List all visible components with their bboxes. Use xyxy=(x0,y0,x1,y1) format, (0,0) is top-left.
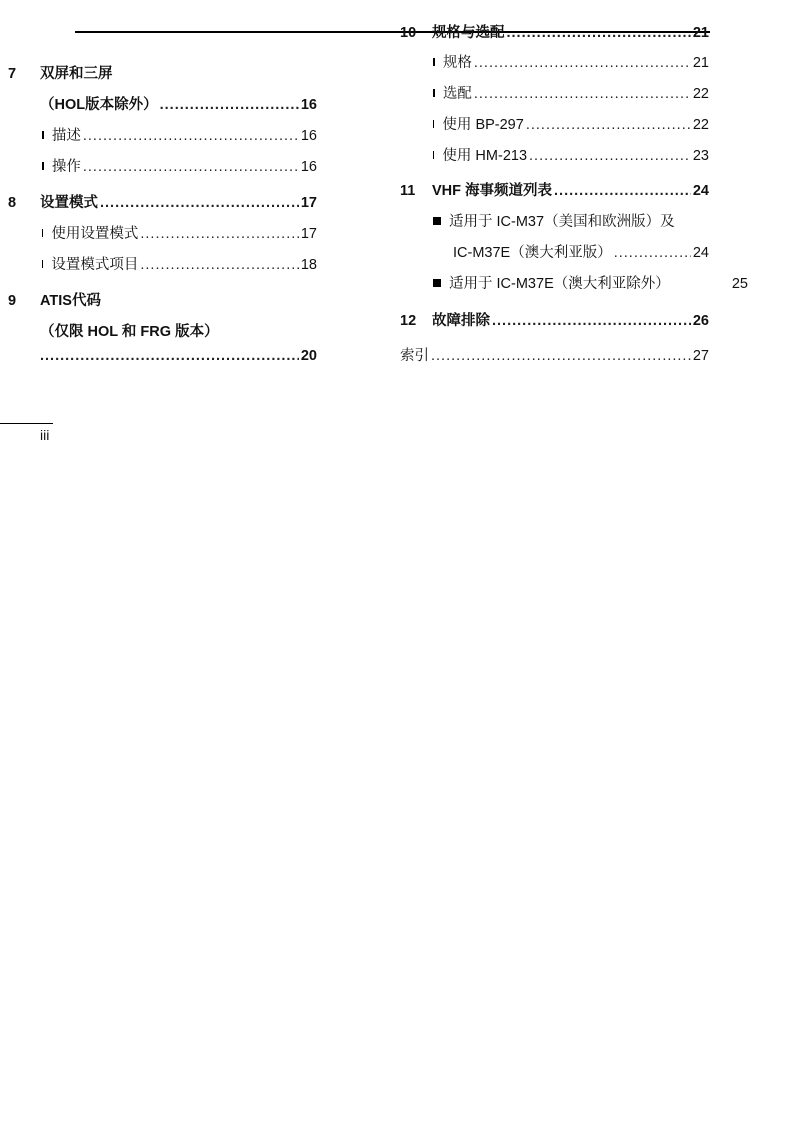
toc-entry-index[interactable] xyxy=(400,346,709,366)
dot-leader xyxy=(474,53,691,73)
dot-leader xyxy=(160,95,299,115)
dot-leader xyxy=(526,115,691,135)
toc-page-number: 26 xyxy=(692,313,709,329)
toc-chapter-title[interactable] xyxy=(40,64,113,84)
toc-page-number: 22 xyxy=(692,86,709,102)
toc-entry[interactable] xyxy=(433,146,709,166)
toc-title: 使用 HM-213 xyxy=(442,148,528,164)
square-bullet-icon xyxy=(42,162,44,170)
toc-entry[interactable] xyxy=(40,322,219,342)
chapter-number: 7 xyxy=(8,66,17,82)
toc-entry[interactable] xyxy=(42,126,317,146)
dot-leader xyxy=(140,224,298,244)
chapter-number: 12 xyxy=(400,313,417,329)
dot-leader xyxy=(83,157,299,177)
dot-leader xyxy=(431,346,691,366)
square-bullet-icon xyxy=(433,58,435,66)
dot-leader xyxy=(83,126,299,146)
toc-page-number: 25 xyxy=(731,276,748,292)
toc-title: 使用设置模式 xyxy=(51,226,139,242)
toc-entry[interactable] xyxy=(433,115,709,135)
toc-page-number: 24 xyxy=(692,245,709,261)
toc-chapter-title[interactable] xyxy=(432,311,709,331)
toc-page-number: 21 xyxy=(692,55,709,71)
toc-title: 设置模式项目 xyxy=(51,257,139,273)
toc-page-number: 22 xyxy=(692,117,709,133)
toc-title: 描述 xyxy=(51,128,81,144)
toc-entry[interactable] xyxy=(433,212,675,232)
toc-page-number: 17 xyxy=(300,226,317,242)
toc-page-number: 18 xyxy=(300,257,317,273)
toc-title: 设置模式 xyxy=(40,195,98,211)
toc-title: 选配 xyxy=(442,86,472,102)
toc-entry[interactable] xyxy=(433,53,709,73)
footer-rule xyxy=(0,423,53,424)
toc-page-number: 16 xyxy=(300,159,317,175)
toc-chapter-title[interactable] xyxy=(40,193,317,213)
toc-page-number: 16 xyxy=(300,97,317,113)
dot-leader xyxy=(529,146,691,166)
toc-title: ATIS代码 xyxy=(40,293,101,309)
square-bullet-icon xyxy=(433,279,441,287)
toc-title: （HOL版本除外） xyxy=(40,97,158,113)
chapter-number: 8 xyxy=(8,195,17,211)
toc-chapter-title[interactable] xyxy=(432,23,709,43)
chapter-number: 9 xyxy=(8,293,17,309)
toc-chapter-title[interactable] xyxy=(40,291,101,311)
dot-leader xyxy=(140,255,298,275)
toc-entry[interactable] xyxy=(453,243,709,263)
footer-page-number: iii xyxy=(40,427,50,443)
dot-leader xyxy=(554,181,691,201)
toc-page-number: 21 xyxy=(692,25,709,41)
toc-page-number: 27 xyxy=(692,348,709,364)
toc-chapter-title[interactable] xyxy=(432,181,709,201)
toc-title: 规格与选配 xyxy=(432,25,505,41)
toc-title: 操作 xyxy=(51,159,81,175)
square-bullet-icon xyxy=(42,229,43,237)
square-bullet-icon xyxy=(433,120,434,128)
toc-title: IC-M37E（澳大利亚版） xyxy=(453,245,612,261)
toc-entry[interactable] xyxy=(40,346,317,366)
toc-entry[interactable] xyxy=(42,224,317,244)
dot-leader xyxy=(614,243,691,263)
toc-title: 双屏和三屏 xyxy=(40,66,113,82)
dot-leader xyxy=(40,346,299,366)
toc-page-number: 16 xyxy=(300,128,317,144)
dot-leader xyxy=(474,84,691,104)
square-bullet-icon xyxy=(42,260,43,268)
dot-leader xyxy=(507,23,691,43)
toc-entry[interactable] xyxy=(433,84,709,104)
square-bullet-icon xyxy=(42,131,44,139)
toc-title: （仅限 HOL 和 FRG 版本） xyxy=(40,324,219,340)
toc-title: 故障排除 xyxy=(432,313,490,329)
toc-title: 规格 xyxy=(442,55,472,71)
toc-page-number: 24 xyxy=(692,183,709,199)
chapter-number: 10 xyxy=(400,25,417,41)
toc-page-number: 17 xyxy=(300,195,317,211)
square-bullet-icon xyxy=(433,217,441,225)
dot-leader xyxy=(492,311,691,331)
chapter-number: 11 xyxy=(400,183,416,199)
toc-title: 索引 xyxy=(400,348,429,364)
toc-entry[interactable] xyxy=(42,157,317,177)
square-bullet-icon xyxy=(433,151,434,159)
toc-entry[interactable] xyxy=(42,255,317,275)
toc-title: 适用于 IC-M37（美国和欧洲版）及 xyxy=(449,214,675,230)
toc-page-number: 20 xyxy=(300,348,317,364)
square-bullet-icon xyxy=(433,89,435,97)
toc-title: 适用于 IC-M37E（澳大利亚除外） xyxy=(449,276,670,292)
toc-title: VHF 海事频道列表 xyxy=(432,183,553,199)
toc-entry[interactable] xyxy=(40,95,317,115)
toc-entry[interactable] xyxy=(433,274,748,294)
toc-page-number: 23 xyxy=(692,148,709,164)
dot-leader xyxy=(100,193,299,213)
toc-title: 使用 BP-297 xyxy=(442,117,524,133)
